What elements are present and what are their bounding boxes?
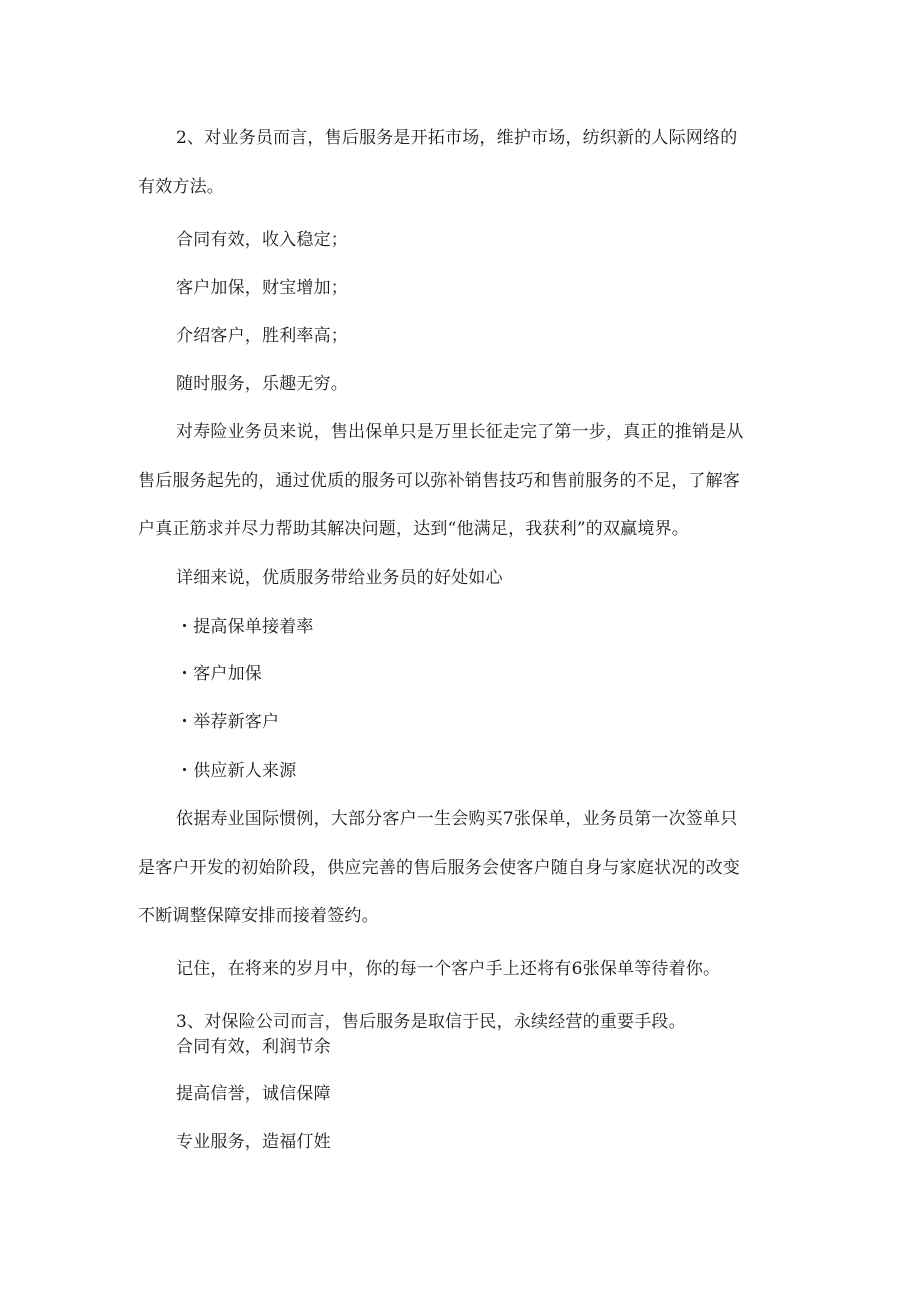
paragraph-line: 记住，在将来的岁月中，你的每一个客户手上还将有6张保单等待着你。: [176, 959, 721, 979]
list-item: 合同有效，收入稳定；: [176, 230, 348, 250]
bullet-item: ・客户加保: [176, 664, 262, 684]
list-item: 随时服务，乐趣无穷。: [176, 374, 348, 394]
bullet-item: ・供应新人来源: [176, 761, 297, 781]
paragraph-line: 详细来说，优质服务带给业务员的好处如心: [176, 568, 503, 588]
paragraph-line: 户真正筋求并尽力帮助其解决问题，达到“他满足，我获利”的双赢境界。: [138, 519, 689, 539]
list-item: 介绍客户，胜利率高；: [176, 326, 348, 346]
list-item: 专业服务，造福仃姓: [176, 1132, 331, 1152]
paragraph-line: 是客户开发的初始阶段，供应完善的售后服务会使客户随自身与家庭状况的改变: [138, 858, 740, 878]
list-item: 客户加保，财宝增加；: [176, 278, 348, 298]
list-item: 提高信誉，诚信保障: [176, 1084, 331, 1104]
paragraph-line: 依据寿业国际惯例，大部分客户一生会购买7张保单，业务员第一次签单只: [176, 809, 738, 829]
bullet-item: ・举荐新客户: [176, 712, 280, 732]
paragraph-line: 3、对保险公司而言，售后服务是取信于民，永续经营的重要手段。: [176, 1012, 686, 1032]
bullet-item: ・提高保单接着率: [176, 617, 314, 637]
paragraph-line: 2、对业务员而言，售后服务是开拓市场，维护市场，纺织新的人际网络的: [176, 128, 738, 148]
paragraph-line: 有效方法。: [138, 177, 224, 197]
paragraph-line: 不断调整保障安排而接着签约。: [138, 906, 379, 926]
paragraph-line: 对寿险业务员来说，售出保单只是万里长征走完了第一步，真正的推销是从: [176, 422, 744, 442]
paragraph-line: 售后服务起先的，通过优质的服务可以弥补销售技巧和售前服务的不足，了解客: [138, 471, 740, 491]
list-item: 合同有效，利润节余: [176, 1037, 331, 1057]
